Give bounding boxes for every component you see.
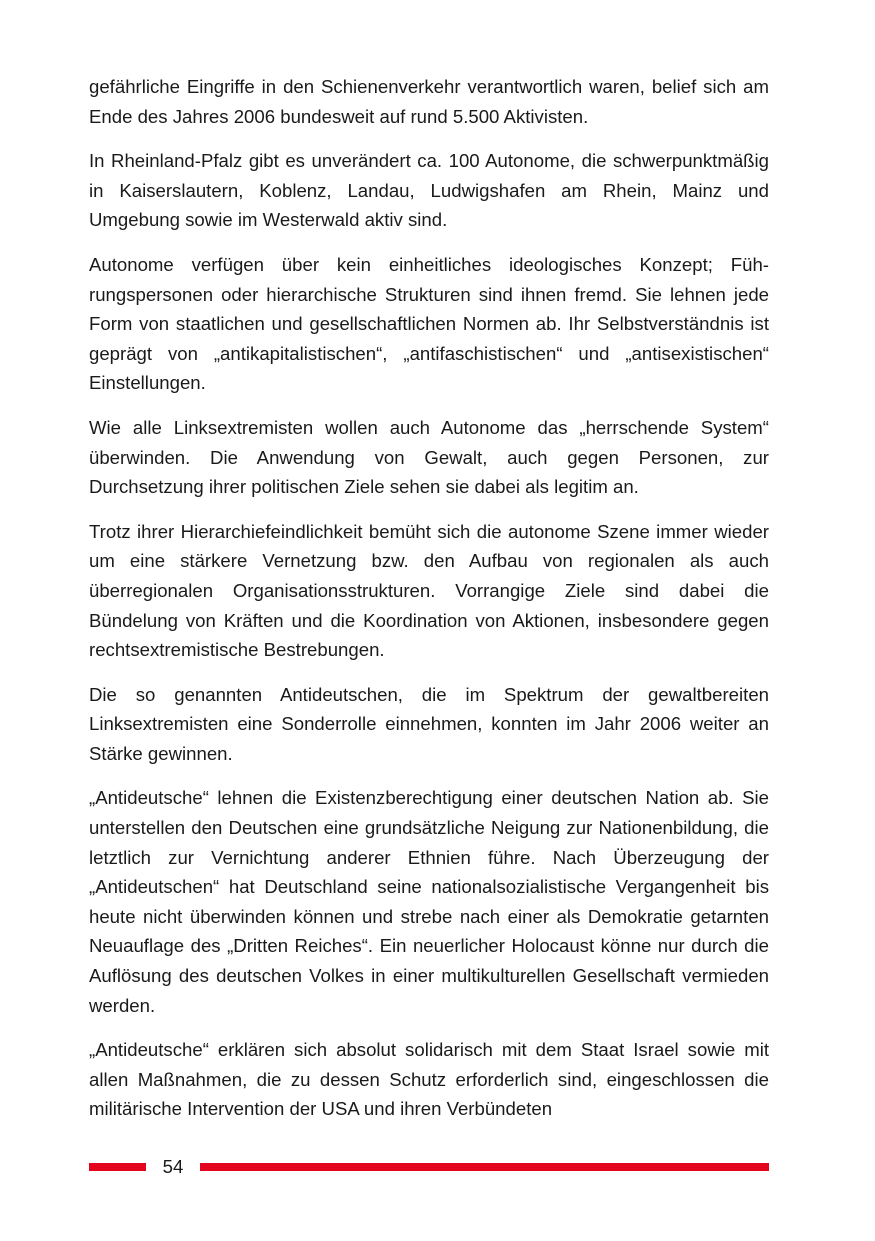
paragraph: Die so genannten Antideutschen, die im Spektrum der gewaltbereiten Linksextremisten eine Sonderrolle einnehmen, konnten im Jahr 2006 weiter an Stärke gewinnen. (89, 683, 769, 764)
paragraph: Trotz ihrer Hierarchiefeindlichkeit bemüht sich die autonome Szene immer wieder um eine stärkere Vernetzung bzw. den Aufbau von regionalen als auch überregionalen Organisationsstrukturen. Vorrangige Ziele sind dabei die Bündelung von Kräften und die Koordination von Aktionen, insbesondere gegen rechtsextremistische Bestrebungen. (89, 520, 769, 661)
paragraph: In Rheinland-Pfalz gibt es unverändert ca. 100 Autonome, die schwerpunktmäßig in Kaiserslautern, Koblenz, Landau, Ludwigshafen am Rhein, Mainz und Umgebung sowie im Westerwald aktiv sind. (89, 150, 769, 231)
paragraph: Autonome verfügen über kein einheitliches ideologisches Konzept; Führungspersonen oder hierarchische Strukturen sind ihnen fremd. Sie lehnen jede Form von staatlichen und gesellschaftlichen Normen ab. Ihr Selbstverständnis ist geprägt von „antikapitalistischen“, „antifaschistischen“ und „antisexistischen“ Einstellungen. (89, 253, 769, 394)
paragraph: „Antideutsche“ erklären sich absolut solidarisch mit dem Staat Israel sowie mit allen Maßnahmen, die zu dessen Schutz erforderlich sind, eingeschlossen die militärische Intervention der USA und ihren Verbündeten (89, 1039, 769, 1120)
footer-rule-left (89, 1163, 146, 1171)
footer-rule-right (200, 1163, 769, 1171)
paragraph: „Antideutsche“ lehnen die Existenzberechtigung einer deutschen Nation ab. Sie unterstellen den Deutschen eine grundsätzliche Neigung zur Nationenbildung, die letztlich zur Vernichtung anderer Ethnien führe. Nach Überzeugung der „Antideutschen“ hat Deutschland seine nationalsozialistische Vergangenheit bis heute nicht überwinden können und strebe nach einer als Demokratie getarnten Neuauflage des „Dritten Reiches“. Ein neuerlicher Holocaust könne nur durch die Auflösung des deutschen Volkes in einer multikulturellen Gesellschaft vermieden werden. (89, 787, 769, 1016)
page-body (89, 72, 769, 1139)
paragraph: Wie alle Linksextremisten wollen auch Autonome das „herrschende System“ überwinden. Die Anwendung von Gewalt, auch gegen Personen, zur Durchsetzung ihrer politischen Ziele sehen sie dabei als legitim an. (89, 416, 769, 498)
page-footer (89, 1152, 769, 1182)
page-number: 54 (162, 1156, 184, 1177)
paragraph: gefährliche Eingriffe in den Schienenverkehr verantwortlich waren, belief sich am Ende des Jahres 2006 bundesweit auf rund 5.500 Aktivisten. (89, 76, 769, 127)
